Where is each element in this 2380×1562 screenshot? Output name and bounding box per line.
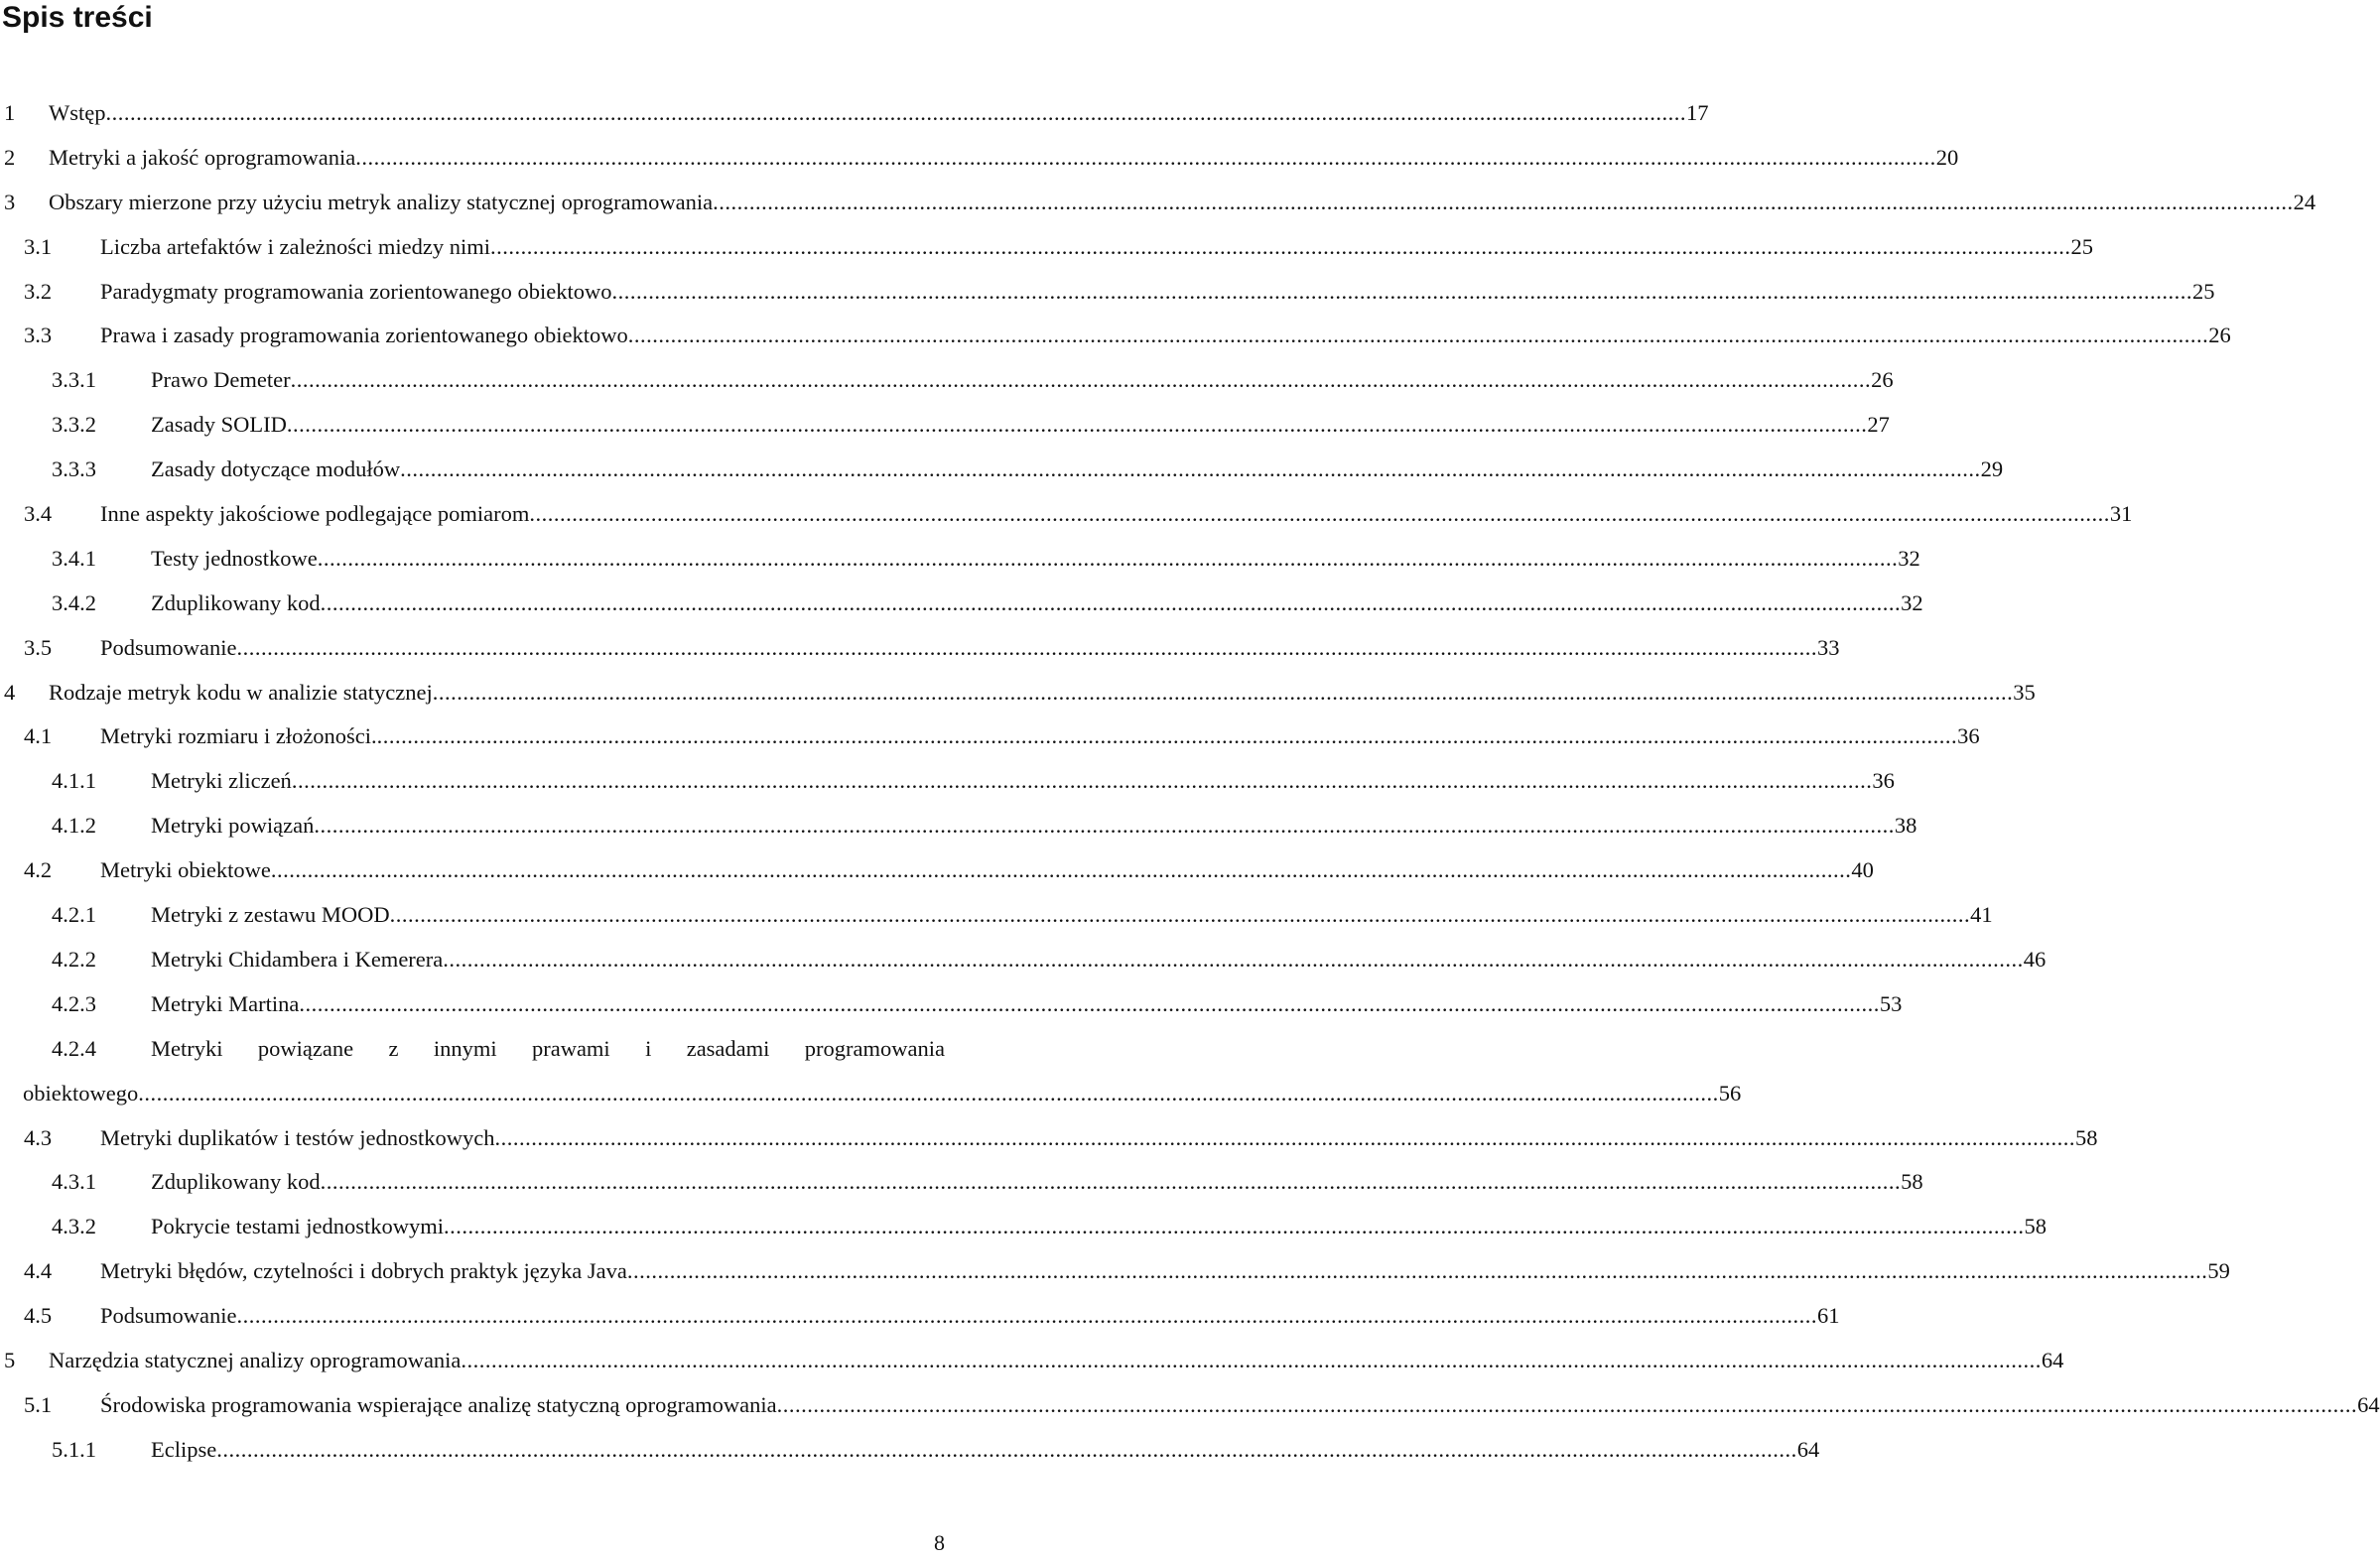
toc-entry[interactable] [0,136,1959,181]
toc-entry-page: 58 [1901,1169,1923,1195]
toc-leader-dots: .................................................................................................................................................................................................................................................................... [626,1258,2208,1284]
toc-entry[interactable] [0,225,2093,270]
toc-entry-title: Metryki Martina [151,990,300,1016]
toc-entry-page: 40 [1851,857,1874,883]
toc-entry[interactable] [0,759,1895,804]
toc-entry-number: 3 [4,189,16,214]
toc-leader-dots: .................................................................................................................................................................................................................................................................... [489,233,2071,259]
toc-entry[interactable] [0,1428,1820,1473]
toc-entry[interactable] [0,1027,1742,1116]
toc-entry-page: 26 [2208,323,2231,348]
toc-entry-page: 41 [1970,902,1993,928]
toc-leader-dots: .................................................................................................................................................................................................................................................................... [299,990,1880,1016]
toc-leader-dots: .................................................................................................................................................................................................................................................................... [713,189,2294,214]
toc-entry-page: 27 [1867,412,1890,438]
toc-entry-number: 4.5 [24,1303,53,1329]
toc-entry-page: 31 [2109,501,2133,527]
toc-entry[interactable] [0,1205,2047,1249]
toc-entry-number: 3.4 [24,501,53,527]
toc-entry-page: 25 [2070,233,2093,259]
toc-entry-title: obiektowego [23,1080,139,1106]
toc-entry-title: Zduplikowany kod [151,1169,321,1195]
toc-entry-title: Metryki zliczeń [151,768,292,794]
toc-leader-dots: .................................................................................................................................................................................................................................................................... [216,1436,1797,1462]
toc-leader-dots: .................................................................................................................................................................................................................................................................... [443,946,2024,972]
toc-leader-dots: .................................................................................................................................................................................................................................................................... [627,323,2209,348]
toc-entry-title: Środowiska programowania wspierające analizę statyczną oprogramowania [100,1391,777,1417]
toc-entry-page: 58 [2024,1214,2047,1239]
toc-leader-dots: .................................................................................................................................................................................................................................................................... [105,100,1686,125]
toc-leader-dots: .................................................................................................................................................................................................................................................................... [611,278,2192,304]
toc-entry-title: Metryki z zestawu MOOD [151,902,390,928]
toc-entry-page: 61 [1817,1303,1840,1329]
toc-entry[interactable] [0,893,1993,938]
toc-entry-word: prawami [531,1035,610,1061]
toc-entry[interactable] [0,403,1890,448]
toc-entry-number: 3.3 [24,323,53,348]
toc-entry-number: 4.1.2 [52,813,96,839]
page-title: Spis treści [2,1,153,34]
toc-entry[interactable] [0,626,1840,671]
toc-entry[interactable] [0,1116,2098,1161]
toc-entry-page: 36 [1957,723,1980,749]
toc-entry-title: Inne aspekty jakościowe podlegające pomiarom [100,501,530,527]
toc-entry[interactable] [0,715,1980,759]
toc-entry-title: Metryki błędów, czytelności i dobrych praktyk języka Java [100,1258,627,1284]
toc-leader-dots: .................................................................................................................................................................................................................................................................... [314,813,1895,839]
toc-entry-title: Podsumowanie [100,634,237,660]
toc-entry-page: 46 [2023,946,2047,972]
toc-entry-word: z [388,1035,399,1061]
toc-entry-title: Rodzaje metryk kodu w analizie statycznej [49,679,433,705]
toc-entry-title: Metryki a jakość oprogramowania [49,144,356,170]
toc-entry-page: 32 [1901,589,1923,615]
toc-entry-page: 59 [2207,1258,2230,1284]
toc-entry-page: 58 [2074,1124,2098,1150]
toc-entry-title: Testy jednostkowe [151,545,318,571]
toc-entry-title-line [151,1027,945,1072]
toc-entry-number: 4.3.1 [52,1169,96,1195]
toc-entry-page: 32 [1898,545,1920,571]
toc-leader-dots: .................................................................................................................................................................................................................................................................... [138,1080,1719,1106]
toc-entry-number: 5.1.1 [52,1436,96,1462]
toc-entry-page: 24 [2293,189,2316,214]
toc-entry[interactable] [0,492,2133,537]
toc-entry-title: Prawo Demeter [151,367,291,393]
toc-leader-dots: .................................................................................................................................................................................................................................................................... [290,367,1872,393]
toc-entry-title: Podsumowanie [100,1303,237,1329]
toc-entry[interactable] [0,982,1903,1027]
toc-entry[interactable] [0,582,1923,626]
toc-entry-number: 4.2 [24,857,53,883]
toc-entry-page: 64 [2041,1347,2064,1372]
toc-entry-number: 1 [4,100,16,125]
table-of-contents [0,91,2380,1473]
toc-entry[interactable] [0,270,2215,315]
toc-entry-number: 5.1 [24,1391,53,1417]
toc-entry[interactable] [0,181,2316,225]
toc-entry-title: Eclipse [151,1436,217,1462]
toc-entry-number: 4.2.3 [52,990,96,1016]
toc-entry-title: Metryki Chidambera i Kemerera [151,946,444,972]
toc-entry-title: Metryki duplikatów i testów jednostkowych [100,1124,495,1150]
toc-entry-page: 26 [1871,367,1894,393]
toc-entry[interactable] [0,1383,2380,1428]
toc-entry[interactable] [0,1249,2230,1294]
toc-entry-word: Metryki [151,1035,223,1061]
toc-entry[interactable] [0,804,1917,848]
toc-entry-title: Zduplikowany kod [151,589,321,615]
toc-entry-number: 4.2.2 [52,946,96,972]
toc-leader-dots: .................................................................................................................................................................................................................................................................... [776,1391,2358,1417]
toc-leader-dots: .................................................................................................................................................................................................................................................................... [389,902,1971,928]
toc-entry[interactable] [0,448,2004,492]
toc-entry-number: 4.3 [24,1124,53,1150]
toc-entry-page: 36 [1872,768,1895,794]
toc-entry-number: 4.1 [24,723,53,749]
toc-entry-number: 4.2.4 [52,1035,96,1061]
toc-leader-dots: .................................................................................................................................................................................................................................................................... [376,723,1958,749]
toc-entry-title: Pokrycie testami jednostkowymi [151,1214,444,1239]
toc-entry[interactable] [0,938,2047,982]
toc-entry-title: Liczba artefaktów i zależności miedzy nimi [100,233,490,259]
page-number: 8 [934,1530,945,1555]
toc-entry-page: 53 [1879,990,1903,1016]
toc-entry-title: Zasady dotyczące modułów [151,456,401,482]
toc-entry-page: 33 [1817,634,1840,660]
toc-entry-number: 4.1.1 [52,768,96,794]
toc-entry-page: 64 [1796,1436,1820,1462]
toc-entry-number: 3.3.2 [52,412,96,438]
toc-entry-number: 3.2 [24,278,53,304]
toc-entry-page: 20 [1935,144,1959,170]
toc-leader-dots: .................................................................................................................................................................................................................................................................... [443,1214,2025,1239]
toc-entry[interactable] [0,537,1920,582]
toc-entry-page: 17 [1685,100,1709,125]
toc-leader-dots: .................................................................................................................................................................................................................................................................... [320,589,1902,615]
toc-entry-number: 5 [4,1347,16,1372]
toc-entry-title: Prawa i zasady programowania zorientowanego obiektowo [100,323,628,348]
toc-entry-number: 4.3.2 [52,1214,96,1239]
toc-entry-title: Metryki rozmiaru i złożoności. [100,723,377,749]
toc-leader-dots: .................................................................................................................................................................................................................................................................... [236,1303,1817,1329]
toc-leader-dots: .................................................................................................................................................................................................................................................................... [400,456,1981,482]
toc-entry-number: 3.3.3 [52,456,96,482]
toc-entry-number: 2 [4,144,16,170]
toc-entry-number: 4.4 [24,1258,53,1284]
toc-entry-title: Metryki powiązań [151,813,315,839]
toc-entry-title: Zasady SOLID [151,412,287,438]
toc-entry-word: zasadami [686,1035,770,1061]
toc-leader-dots: .................................................................................................................................................................................................................................................................... [355,144,1936,170]
toc-leader-dots: .................................................................................................................................................................................................................................................................... [317,545,1899,571]
toc-entry-title: Wstęp [49,100,106,125]
toc-entry-title: Paradygmaty programowania zorientowanego obiektowo [100,278,612,304]
toc-entry-word: innymi [433,1035,497,1061]
toc-leader-dots: .................................................................................................................................................................................................................................................................... [494,1124,2075,1150]
toc-entry-number: 4 [4,679,16,705]
toc-entry-number: 4.2.1 [52,902,96,928]
toc-entry[interactable] [0,1160,1923,1205]
toc-entry-page: 35 [2013,679,2036,705]
toc-entry-word: powiązane [257,1035,354,1061]
toc-leader-dots: .................................................................................................................................................................................................................................................................... [320,1169,1902,1195]
toc-entry-number: 3.4.2 [52,589,96,615]
toc-entry[interactable] [0,848,1874,893]
toc-entry[interactable] [0,1339,2064,1383]
toc-entry-page: 64 [2357,1391,2380,1417]
toc-leader-dots: .................................................................................................................................................................................................................................................................... [291,768,1873,794]
toc-entry-word: i [645,1035,652,1061]
toc-leader-dots: .................................................................................................................................................................................................................................................................... [432,679,2014,705]
toc-leader-dots: .................................................................................................................................................................................................................................................................... [529,501,2110,527]
toc-entry-title: Metryki obiektowe [100,857,271,883]
toc-entry-page: 56 [1718,1080,1742,1106]
toc-entry-title: Obszary mierzone przy użyciu metryk analizy statycznej oprogramowania [49,189,714,214]
toc-entry-page: 25 [2191,278,2215,304]
toc-entry[interactable] [0,358,1894,403]
toc-entry[interactable] [0,671,2036,716]
toc-entry[interactable] [0,314,2231,358]
toc-entry-title: Narzędzia statycznej analizy oprogramowania [49,1347,462,1372]
toc-entry[interactable] [0,91,1709,136]
toc-entry-number: 3.5 [24,634,53,660]
toc-entry-number: 3.1 [24,233,53,259]
toc-entry[interactable] [0,1294,1840,1339]
toc-leader-dots: .................................................................................................................................................................................................................................................................... [286,412,1868,438]
toc-leader-dots: .................................................................................................................................................................................................................................................................... [461,1347,2042,1372]
toc-leader-dots: .................................................................................................................................................................................................................................................................... [236,634,1817,660]
toc-entry-page: 29 [1980,456,2004,482]
toc-entry-word: programowania [804,1035,945,1061]
toc-entry-page: 38 [1894,813,1917,839]
toc-entry-number: 3.3.1 [52,367,96,393]
toc-leader-dots: .................................................................................................................................................................................................................................................................... [270,857,1852,883]
toc-entry-number: 3.4.1 [52,545,96,571]
